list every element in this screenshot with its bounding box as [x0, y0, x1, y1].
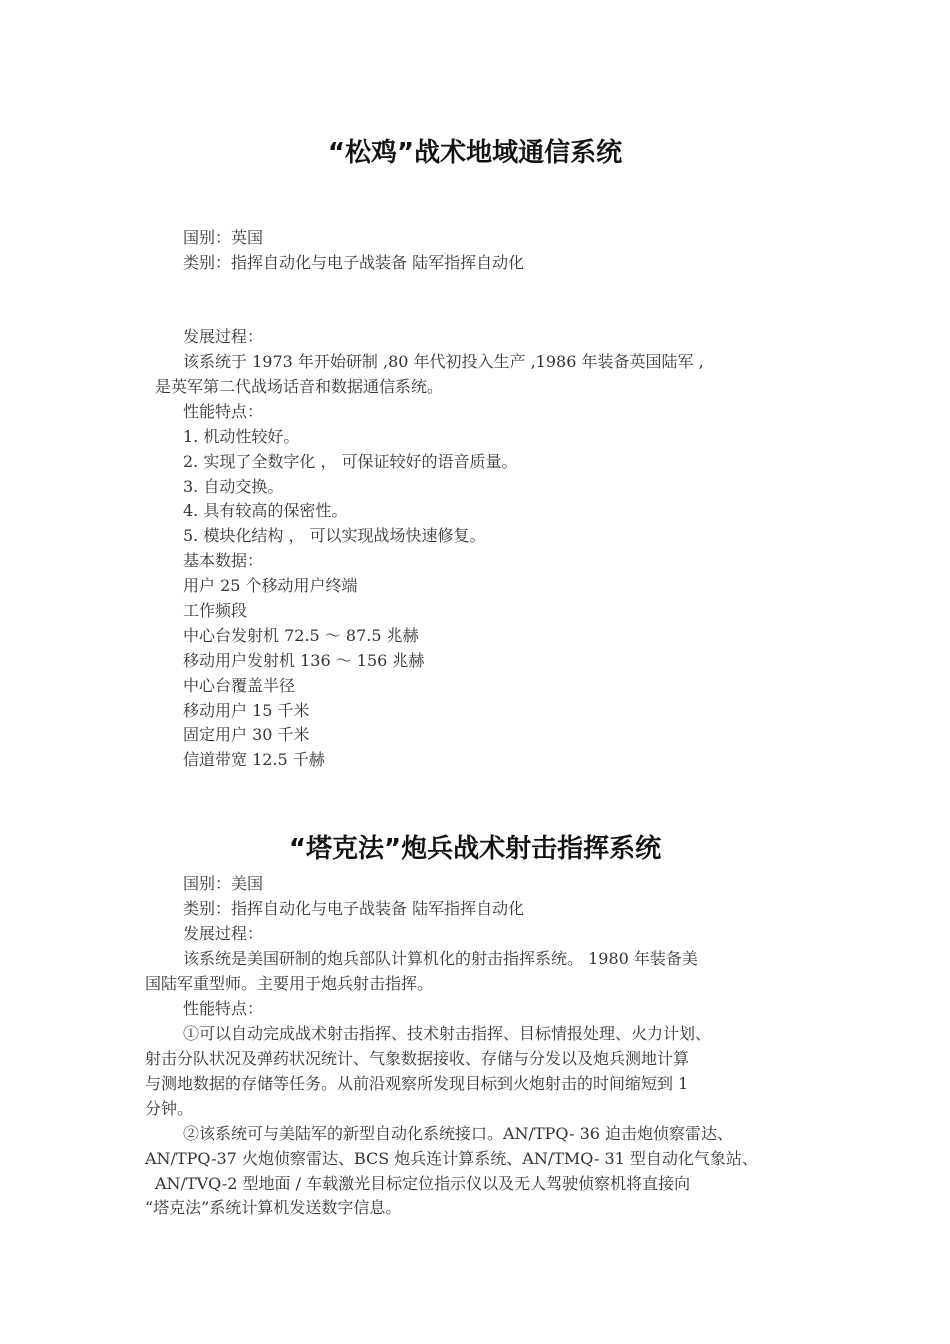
section2-features-label: 性能特点： — [183, 999, 264, 1018]
section1-feature-item: 4. 具有较高的保密性。 — [183, 501, 348, 520]
section2-paragraph2-line: AN/TVQ-2 型地面 / 车载激光目标定位指示仪以及无人驾驶侦察机将直接向 — [155, 1174, 691, 1193]
section1-title: “松鸡”战术地域通信系统 — [327, 138, 623, 168]
section1-data-item: 移动用户发射机 136 ～ 156 兆赫 — [183, 651, 425, 670]
section2-paragraph1-line: 射击分队状况及弹药状况统计、气象数据接收、存储与分发以及炮兵测地计算 — [145, 1049, 690, 1068]
section1-data-item: 工作频段 — [183, 601, 248, 620]
section2-paragraph1-line: ①可以自动完成战术射击指挥、技术射击指挥、目标情报处理、火力计划、 — [183, 1024, 712, 1043]
section1-data-item: 中心台覆盖半径 — [183, 676, 296, 695]
section1-features-label: 性能特点： — [183, 402, 264, 421]
section1-feature-item: 1. 机动性较好。 — [183, 427, 300, 446]
section1-data-item: 用户 25 个移动用户终端 — [183, 576, 358, 595]
section2-paragraph1-line: 分钟。 — [145, 1099, 194, 1118]
section1-feature-item: 2. 实现了全数字化 ， 可保证较好的语音质量。 — [183, 452, 518, 471]
section2-category: 类别：指挥自动化与电子战装备 陆军指挥自动化 — [183, 899, 525, 918]
section2-history-line: 国陆军重型师。主要用于炮兵射击指挥。 — [145, 974, 434, 993]
section1-history-line: 该系统于 1973 年开始研制 ,80 年代初投入生产 ,1986 年装备英国陆军 , — [183, 352, 704, 371]
section1-country: 国别：英国 — [183, 228, 264, 247]
section1-data-item: 中心台发射机 72.5 ～ 87.5 兆赫 — [183, 626, 419, 645]
section1-history-line: 是英军第二代战场话音和数据通信系统。 — [155, 377, 444, 396]
section1-data-item: 信道带宽 12.5 千赫 — [183, 750, 325, 769]
section1-data-item: 固定用户 30 千米 — [183, 725, 310, 744]
section2-title: “塔克法”炮兵战术射击指挥系统 — [288, 834, 662, 864]
section1-feature-item: 3. 自动交换。 — [183, 477, 284, 496]
section2-paragraph2-line: ②该系统可与美陆军的新型自动化系统接口。AN/TPQ- 36 迫击炮侦察雷达、 — [183, 1124, 734, 1143]
section1-history-label: 发展过程： — [183, 327, 264, 346]
section2-history-line: 该系统是美国研制的炮兵部队计算机化的射击指挥系统。 1980 年装备美 — [183, 949, 698, 968]
section2-history-label: 发展过程： — [183, 924, 264, 943]
section2-paragraph1-line: 与测地数据的存储等任务。从前沿观察所发现目标到火炮射击的时间缩短到 1 — [145, 1074, 689, 1093]
section1-feature-item: 5. 模块化结构 ， 可以实现战场快速修复。 — [183, 526, 486, 545]
section2-paragraph2-line: “塔克法”系统计算机发送数字信息。 — [145, 1198, 402, 1217]
section2-paragraph2-line: AN/TPQ-37 火炮侦察雷达、BCS 炮兵连计算系统、AN/TMQ- 31 型自动化气象站、 — [145, 1149, 758, 1168]
section1-data-item: 移动用户 15 千米 — [183, 701, 310, 720]
section2-country: 国别：美国 — [183, 874, 264, 893]
section1-category: 类别：指挥自动化与电子战装备 陆军指挥自动化 — [183, 253, 525, 272]
section1-data-label: 基本数据： — [183, 551, 264, 570]
